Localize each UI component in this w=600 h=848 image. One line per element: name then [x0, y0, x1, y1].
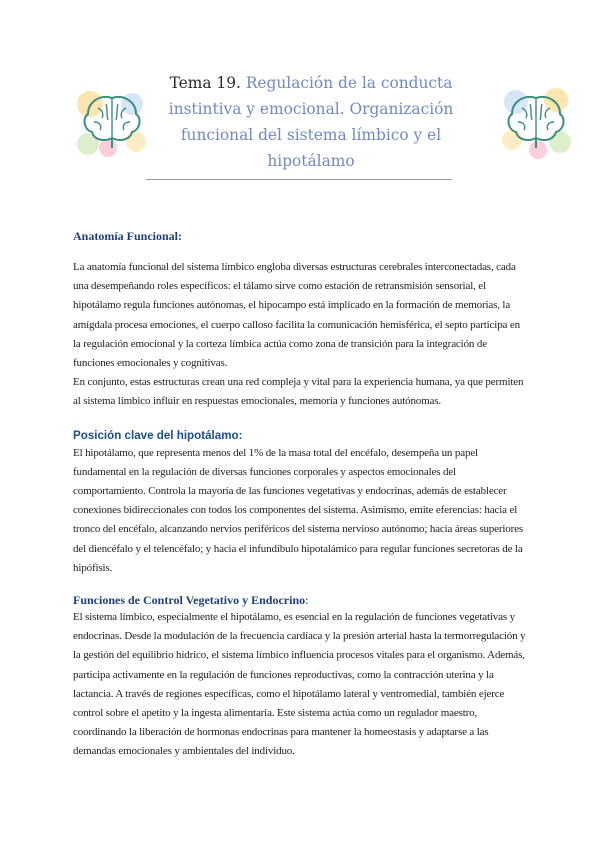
topic-number: Tema 19. [169, 74, 241, 92]
section-heading: Anatomía Funcional: [73, 229, 183, 243]
page-title [140, 70, 482, 174]
paragraph: El sistema límbico, especialmente el hipotálamo, es esencial en la regulación de funciones vegetativas y endocrinas. Desde la modulación de la frecuencia cardíaca y la presión arterial hasta la termorregulación y la gestión del equilibrio hídrico, el sistema límbico influencia procesos vitales para el organismo. Además, participa activamente en la regulación de funciones reproductivas, como la contracción uterina y la lactancia. A través de regiones específicas, como el hipotálamo lateral y ventromedial, también ejerce control sobre el apetito y la ingesta alimentaria. Este sistema actúa como un regulador maestro, coordinando la liberación de hormonas endocrinas para mantener la homeostasis y adaptarse a las demandas emocionales y ambientales del individuo. [73, 611, 526, 758]
section-posicion-hipotalamo [73, 428, 529, 578]
paragraph: En conjunto, estas estructuras crean una red compleja y vital para la experiencia humana, ya que permiten al sistema límbico influir en respuestas emocionales, memoria y funciones autónomas. [73, 376, 524, 408]
title-divider [146, 179, 452, 180]
section-anatomia-funcional [73, 228, 529, 412]
brain-illustration-left-icon [74, 84, 150, 160]
paragraph: El hipotálamo, que representa menos del 1% de la masa total del encéfalo, desempeña un papel fundamental en la regulación de diversas funciones corporales y aspectos emocionales del comportamiento. Controla la mayoría de las funciones vegetativas y endocrinas, además de establecer conexiones bidireccionales con todos los componentes del sistema. Asimismo, emite eferencias: hacia el tronco del encéfalo, alcanzando nervios periféricos del sistema nervioso autónomo; hacia áreas superiores del diencéfalo y el telencéfalo; y hacia el infundíbulo hipotalámico para regular funciones secretoras de la hipófisis. [73, 446, 524, 574]
document-body [73, 228, 529, 762]
section-control-vegetativo [73, 592, 529, 762]
section-heading-text: Funciones de Control Vegetativo y Endocrino [73, 593, 306, 608]
paragraph: La anatomía funcional del sistema límbico engloba diversas estructuras cerebrales interconectadas, cada una desempeñando roles específicos: el tálamo sirve como estación de retransmisión sensorial, el hipotálamo regula funciones autónomas, el hipocampo está implicado en la formación de memorias, la amígdala procesa emociones, el cuerpo calloso facilita la comunicación hemisférica, el septo participa en la regulación emocional y la corteza límbica actúa como zona de transición para la integración de funciones emocionales y cognitivas. [73, 261, 520, 370]
brain-illustration-right-icon [498, 84, 574, 160]
topic-title: Regulación de la conducta instintiva y emocional. Organización funcional del sistema límbico y el hipotálamo [168, 74, 454, 170]
section-heading: Posición clave del hipotálamo: [73, 428, 243, 442]
section-heading [73, 592, 529, 608]
section-heading-colon: : [305, 593, 309, 608]
